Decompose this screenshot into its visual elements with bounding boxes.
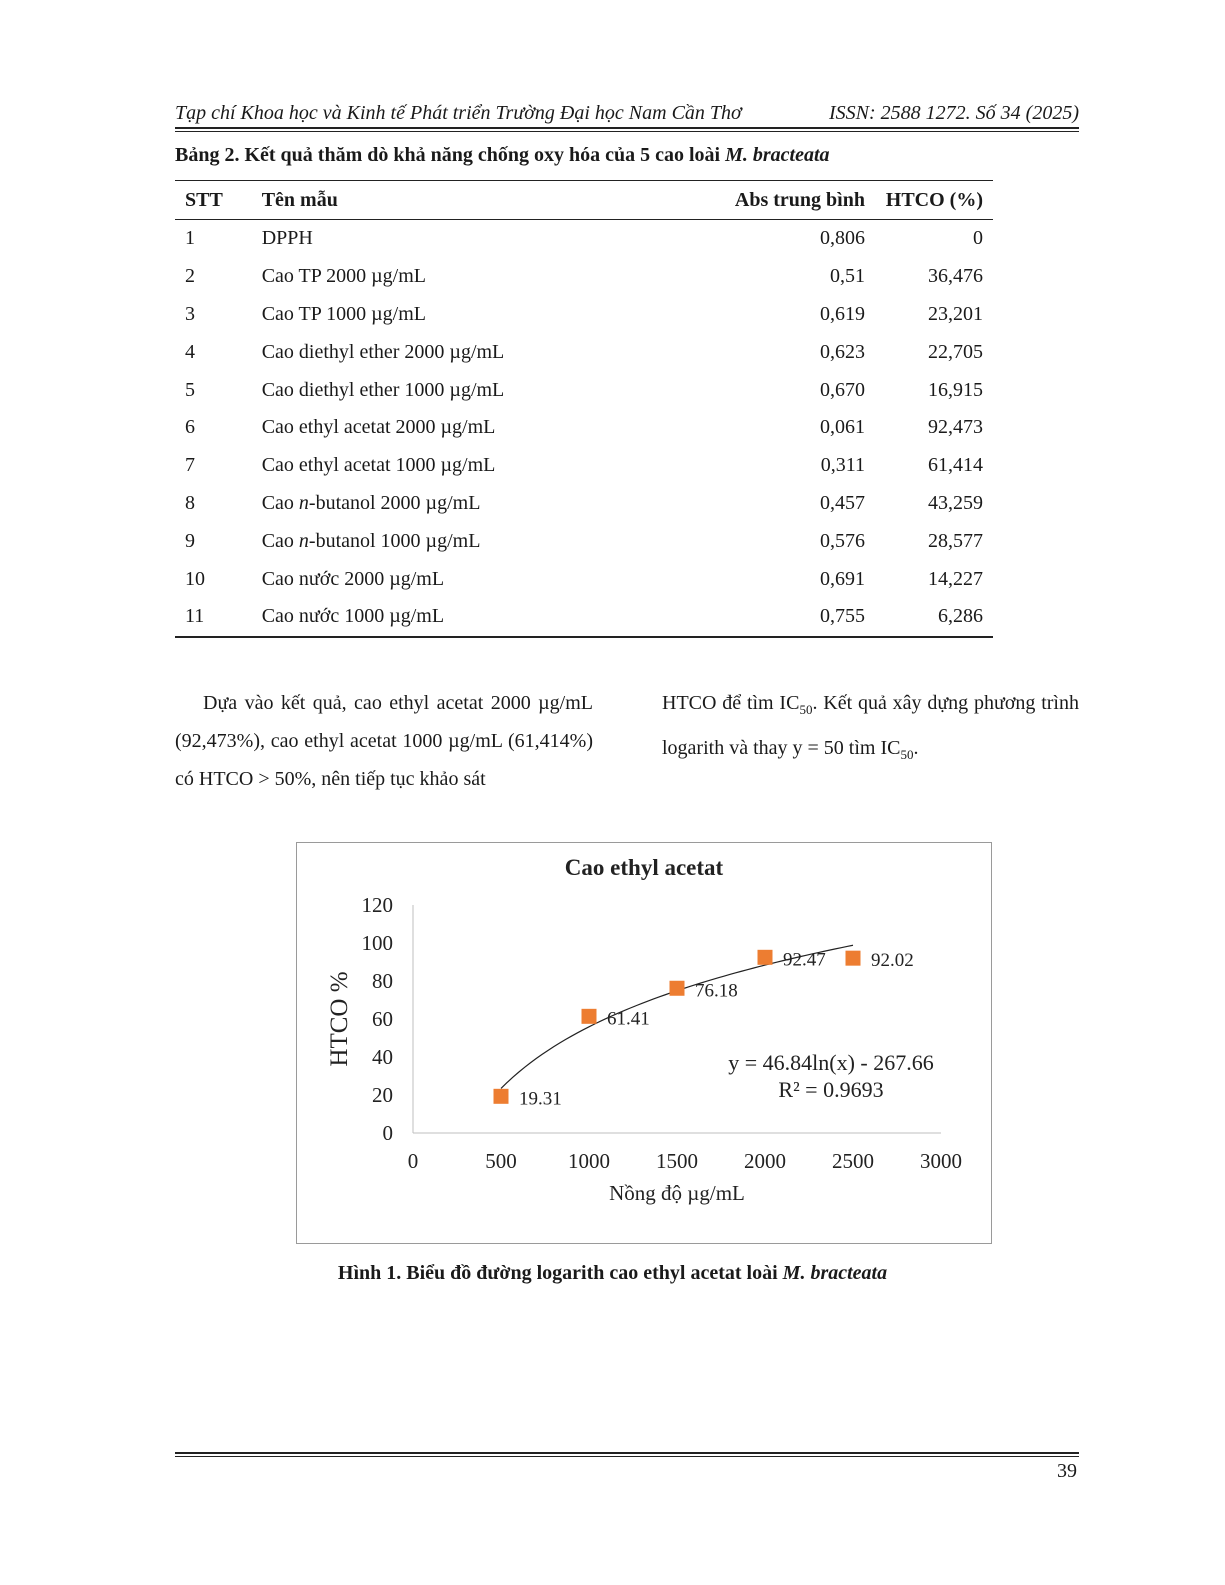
table-row — [175, 409, 993, 447]
cell-htco: 43,259 — [928, 491, 983, 514]
header-rule-thin — [175, 131, 1079, 132]
cell-abs: 0,619 — [819, 302, 865, 325]
log-scatter-chart — [297, 843, 991, 1243]
table-row — [175, 522, 993, 560]
chart-frame — [296, 842, 992, 1244]
y-tick-label: 60 — [372, 1007, 393, 1031]
cell-stt: 8 — [185, 491, 195, 514]
page-header — [175, 100, 1079, 130]
page-number: 39 — [1057, 1460, 1077, 1482]
y-tick-label: 20 — [372, 1083, 393, 1107]
issn-info: ISSN: 2588 1272. Số 34 (2025) — [829, 102, 1079, 124]
cell-name: Cao diethyl ether 2000 µg/mL — [261, 340, 505, 363]
cell-htco: 28,577 — [928, 529, 983, 552]
footer-rule — [175, 1452, 1079, 1454]
body-paragraph-left: Dựa vào kết quả, cao ethyl acetat 2000 µg/mL (92,473%), cao ethyl acetat 1000 µg/mL (61,414%) có HTCO > 50%, nên tiếp tục khảo sát — [175, 692, 593, 790]
cell-name: DPPH — [261, 227, 313, 250]
y-tick-label: 120 — [361, 893, 393, 917]
table-header-row — [175, 181, 993, 220]
table-row — [175, 598, 993, 637]
chart-title: Cao ethyl acetat — [564, 855, 724, 880]
cell-htco: 36,476 — [928, 265, 983, 288]
x-tick-label: 500 — [485, 1149, 517, 1173]
col-header-name: Tên mẫu — [262, 181, 690, 220]
x-tick-label: 0 — [407, 1149, 419, 1173]
results-table — [175, 180, 993, 638]
x-tick-label: 3000 — [920, 1149, 962, 1173]
ic50-subscript: 50 — [799, 702, 813, 717]
x-tick-label: 1500 — [656, 1149, 698, 1173]
cell-htco: 0 — [973, 227, 983, 250]
y-tick-label: 40 — [372, 1045, 393, 1069]
cell-stt: 1 — [185, 227, 195, 250]
data-point — [582, 1009, 597, 1024]
footer-rule-thin — [175, 1456, 1079, 1457]
table-row — [175, 220, 993, 258]
x-tick-label: 2000 — [744, 1149, 786, 1173]
figure-caption-species: M. bracteata — [782, 1262, 888, 1284]
cell-name — [262, 485, 690, 523]
cell-abs: 0,806 — [819, 227, 865, 250]
cell-name: Cao ethyl acetat 2000 µg/mL — [261, 416, 496, 439]
y-tick-label: 100 — [361, 931, 393, 955]
data-point — [670, 981, 685, 996]
header-rule — [175, 127, 1079, 129]
cell-abs: 0,691 — [819, 567, 865, 590]
journal-title: Tạp chí Khoa học và Kinh tế Phát triển Trường Đại học Nam Cần Thơ — [175, 102, 742, 124]
data-label: 92.47 — [783, 949, 826, 971]
data-label: 92.02 — [871, 950, 914, 972]
y-axis-title: HTCO % — [326, 971, 353, 1067]
cell-htco: 23,201 — [928, 302, 983, 325]
table-row — [175, 560, 993, 598]
cell-stt: 7 — [185, 454, 195, 477]
body-text-b: . Kết quả xây dựng phương trình logarith và thay y = 50 tìm IC — [662, 692, 1079, 759]
table-row — [175, 485, 993, 523]
cell-htco: 22,705 — [928, 340, 983, 363]
cell-name-post: -butanol 1000 µg/mL — [308, 529, 481, 552]
table-caption-text: Bảng 2. Kết quả thăm dò khả năng chống oxy hóa của 5 cao loài — [175, 144, 726, 166]
cell-stt: 2 — [185, 265, 195, 288]
trendline-equation: y = 46.84ln(x) - 267.66 — [728, 1050, 934, 1075]
table-row — [175, 258, 993, 296]
table-row — [175, 296, 993, 334]
x-tick-label: 1000 — [568, 1149, 610, 1173]
table-row — [175, 333, 993, 371]
cell-name: Cao TP 2000 µg/mL — [261, 265, 426, 288]
cell-abs: 0,623 — [819, 340, 865, 363]
y-tick-label: 0 — [382, 1121, 393, 1145]
col-header-stt: STT — [175, 181, 262, 220]
col-header-abs: Abs trung bình — [689, 181, 865, 220]
cell-name: Cao nước 1000 µg/mL — [262, 598, 690, 637]
cell-abs: 0,755 — [689, 598, 865, 637]
body-paragraph-right — [662, 684, 1079, 774]
cell-abs: 0,670 — [819, 378, 865, 401]
cell-name-pre: Cao — [261, 491, 299, 514]
cell-htco: 92,473 — [928, 416, 983, 439]
cell-abs: 0,576 — [819, 529, 865, 552]
cell-stt: 11 — [175, 598, 262, 637]
cell-abs: 0,311 — [820, 454, 865, 477]
cell-name-italic: n — [298, 529, 309, 552]
cell-name — [262, 522, 690, 560]
figure-caption — [0, 1262, 1225, 1285]
data-label: 61.41 — [607, 1008, 650, 1030]
cell-stt: 10 — [185, 567, 205, 590]
data-label: 76.18 — [695, 980, 738, 1002]
data-point — [758, 950, 773, 965]
body-text-a: HTCO để tìm IC — [662, 692, 800, 714]
cell-abs: 0,457 — [819, 491, 865, 514]
cell-htco: 16,915 — [928, 378, 983, 401]
data-label: 19.31 — [519, 1088, 562, 1110]
cell-abs: 0,061 — [819, 416, 865, 439]
data-point — [846, 951, 861, 966]
cell-stt: 6 — [185, 416, 195, 439]
data-point — [494, 1089, 509, 1104]
cell-htco: 14,227 — [928, 567, 983, 590]
cell-htco: 6,286 — [865, 598, 993, 637]
cell-name: Cao TP 1000 µg/mL — [261, 302, 426, 325]
ic50-subscript: 50 — [900, 747, 914, 762]
figure-caption-text: Hình 1. Biểu đồ đường logarith cao ethyl acetat loài — [337, 1262, 783, 1284]
cell-name-pre: Cao — [261, 529, 299, 552]
table-row — [175, 371, 993, 409]
cell-htco: 61,414 — [928, 454, 983, 477]
cell-name: Cao ethyl acetat 1000 µg/mL — [261, 454, 496, 477]
table-caption-species: M. bracteata — [725, 144, 830, 166]
body-text-c: . — [913, 737, 919, 759]
cell-stt: 5 — [185, 378, 195, 401]
cell-abs: 0,51 — [829, 265, 865, 288]
cell-name-post: -butanol 2000 µg/mL — [308, 491, 481, 514]
x-tick-label: 2500 — [832, 1149, 874, 1173]
col-header-htco: HTCO (%) — [865, 181, 993, 220]
y-tick-label: 80 — [372, 969, 393, 993]
cell-name-italic: n — [298, 491, 309, 514]
table-caption — [175, 144, 830, 167]
cell-name: Cao diethyl ether 1000 µg/mL — [261, 378, 505, 401]
cell-name: Cao nước 2000 µg/mL — [261, 567, 445, 590]
table-row — [175, 447, 993, 485]
x-axis-title: Nồng độ µg/mL — [609, 1181, 745, 1205]
cell-stt: 4 — [185, 340, 195, 363]
r-squared-label: R² = 0.9693 — [778, 1077, 884, 1102]
cell-stt: 3 — [185, 302, 195, 325]
cell-stt: 9 — [185, 529, 195, 552]
